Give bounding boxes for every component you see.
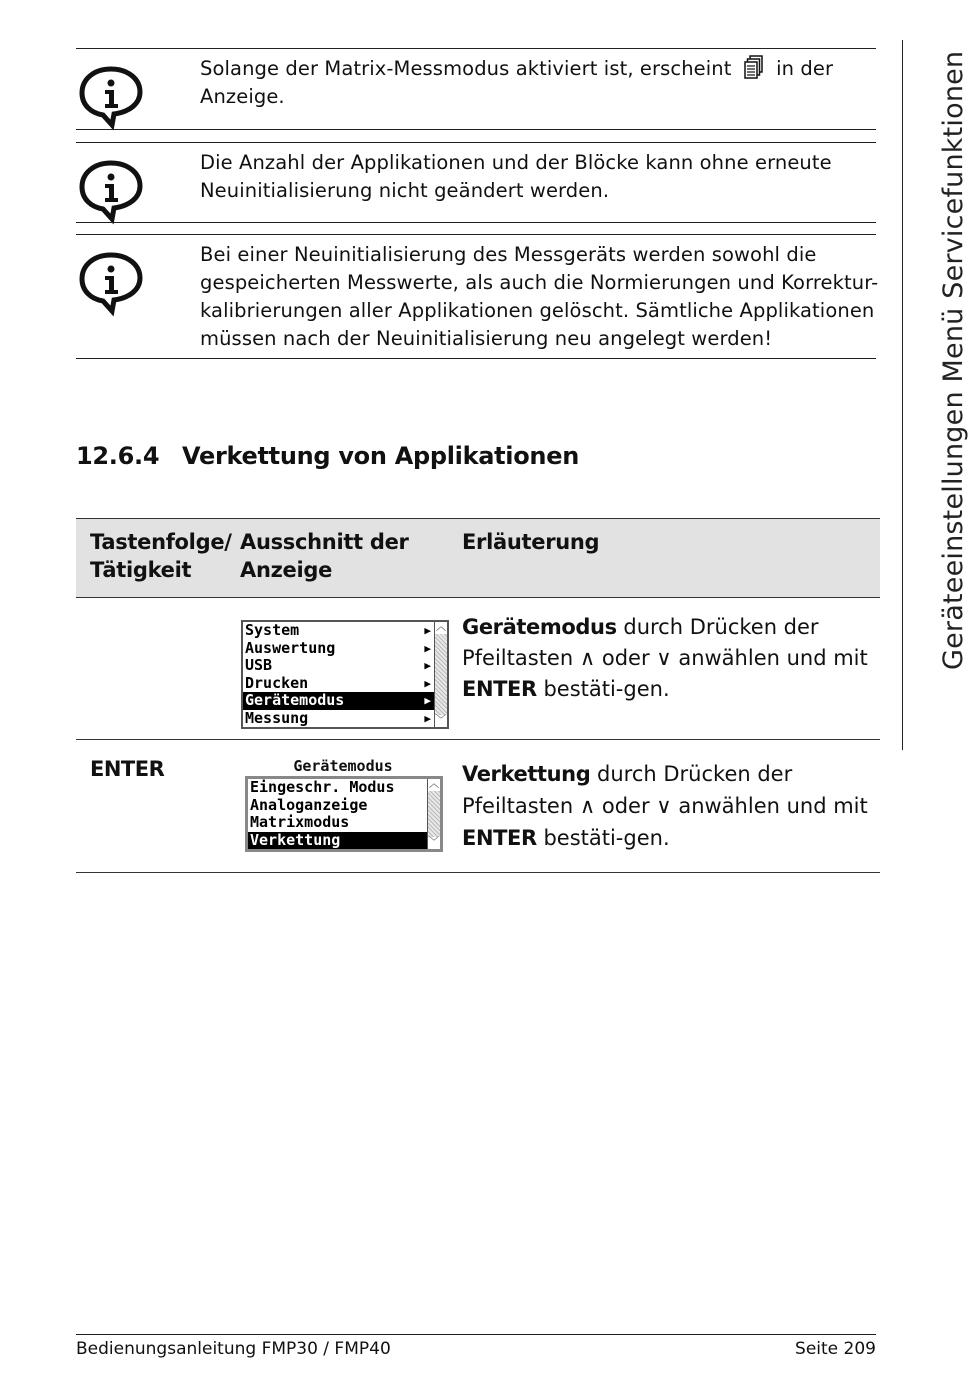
chevron-down-icon: ﹀ — [436, 715, 446, 726]
side-title — [902, 40, 969, 750]
info-note-2 — [76, 142, 876, 223]
lcd-item: Messung ▶ — [245, 708, 431, 727]
header-explanation: Erläuterung — [452, 519, 880, 598]
table-row — [76, 598, 880, 740]
note-rule — [76, 358, 876, 359]
section-heading — [76, 442, 579, 470]
footer-manual-title: Bedienungsanleitung FMP30 / FMP40 — [76, 1339, 391, 1359]
row-display — [240, 598, 452, 740]
triangle-right-icon: ▶ — [424, 624, 431, 637]
lcd-item: System ▶ — [245, 621, 431, 639]
info-icon — [76, 249, 146, 313]
section-number: 12.6.4 — [76, 442, 160, 470]
steps-table — [76, 518, 880, 873]
note-3-text: Bei einer Neuinitialisierung des Messgeräts werden sowohl die gespeicherten Messwerte, als auch die Normierungen und Korrektur-kalibrierungen aller Applikationen gelöscht. Sämtliche Applikationen müssen nach der Neuinitialisierung neu angelegt werden! — [200, 243, 879, 350]
note-2-text: Die Anzahl der Applikationen und der Blöcke kann ohne erneute Neuinitialisierung nicht geändert werden. — [200, 151, 832, 202]
lcd-item-selected: Gerätemodus ▶ — [243, 692, 434, 710]
header-display: Ausschnitt der Anzeige — [240, 519, 452, 598]
lcd-item: Drucken ▶ — [245, 673, 431, 692]
triangle-right-icon: ▶ — [424, 694, 431, 707]
lcd-item: Eingeschr. Modus — [250, 778, 395, 796]
page-number: Seite 209 — [795, 1339, 876, 1359]
info-icon — [76, 157, 146, 221]
side-title-label: Geräteeinstellungen Menü Servicefunktionen — [938, 50, 969, 670]
page-footer — [76, 1334, 876, 1359]
row-description: Gerätemodus durch Drücken der Pfeiltasten ∧ oder ∨ anwählen und mit ENTER bestäti-gen. — [452, 598, 880, 740]
triangle-right-icon: ▶ — [424, 659, 431, 672]
info-note-1 — [76, 48, 876, 131]
section-title: Verkettung von Applikationen — [182, 442, 579, 470]
lcd-item: USB ▶ — [245, 656, 431, 674]
row-display — [240, 740, 452, 873]
note-rule — [76, 222, 876, 223]
table-header-row — [76, 519, 880, 598]
info-note-3 — [76, 234, 879, 359]
lcd-item: Analoganzeige — [250, 795, 368, 814]
info-icon — [76, 63, 146, 127]
header-key: Tastenfolge/ Tätigkeit — [76, 519, 240, 598]
lcd-title: Gerätemodus — [293, 757, 393, 775]
lcd-item: Matrixmodus — [250, 813, 350, 831]
row-key — [76, 598, 240, 740]
lcd-item-selected: Verkettung — [248, 832, 427, 850]
triangle-right-icon: ▶ — [424, 676, 431, 690]
note-1-text: Solange der Matrix-Messmodus aktiviert ist, erscheint in der Anzeige. — [200, 57, 834, 108]
lcd-scrollbar — [434, 622, 447, 727]
lcd-scrollbar — [427, 779, 440, 849]
lcd-menu — [241, 620, 449, 729]
lcd-submenu — [245, 776, 443, 852]
side-rule — [902, 40, 903, 750]
triangle-right-icon: ▶ — [424, 711, 431, 725]
row-key: ENTER — [76, 740, 240, 873]
chevron-up-icon: ︿ — [429, 779, 439, 790]
chevron-up-icon: ︿ — [436, 622, 446, 633]
row-description: Verkettung durch Drücken der Pfeiltasten ∧ oder ∨ anwählen und mit ENTER bestäti-gen. — [452, 740, 880, 873]
lcd-item: Auswertung ▶ — [245, 638, 431, 657]
note-rule — [76, 129, 876, 130]
triangle-right-icon: ▶ — [424, 641, 431, 655]
chevron-down-icon: ﹀ — [429, 837, 439, 848]
table-row — [76, 740, 880, 873]
document-stack-icon — [744, 55, 764, 79]
